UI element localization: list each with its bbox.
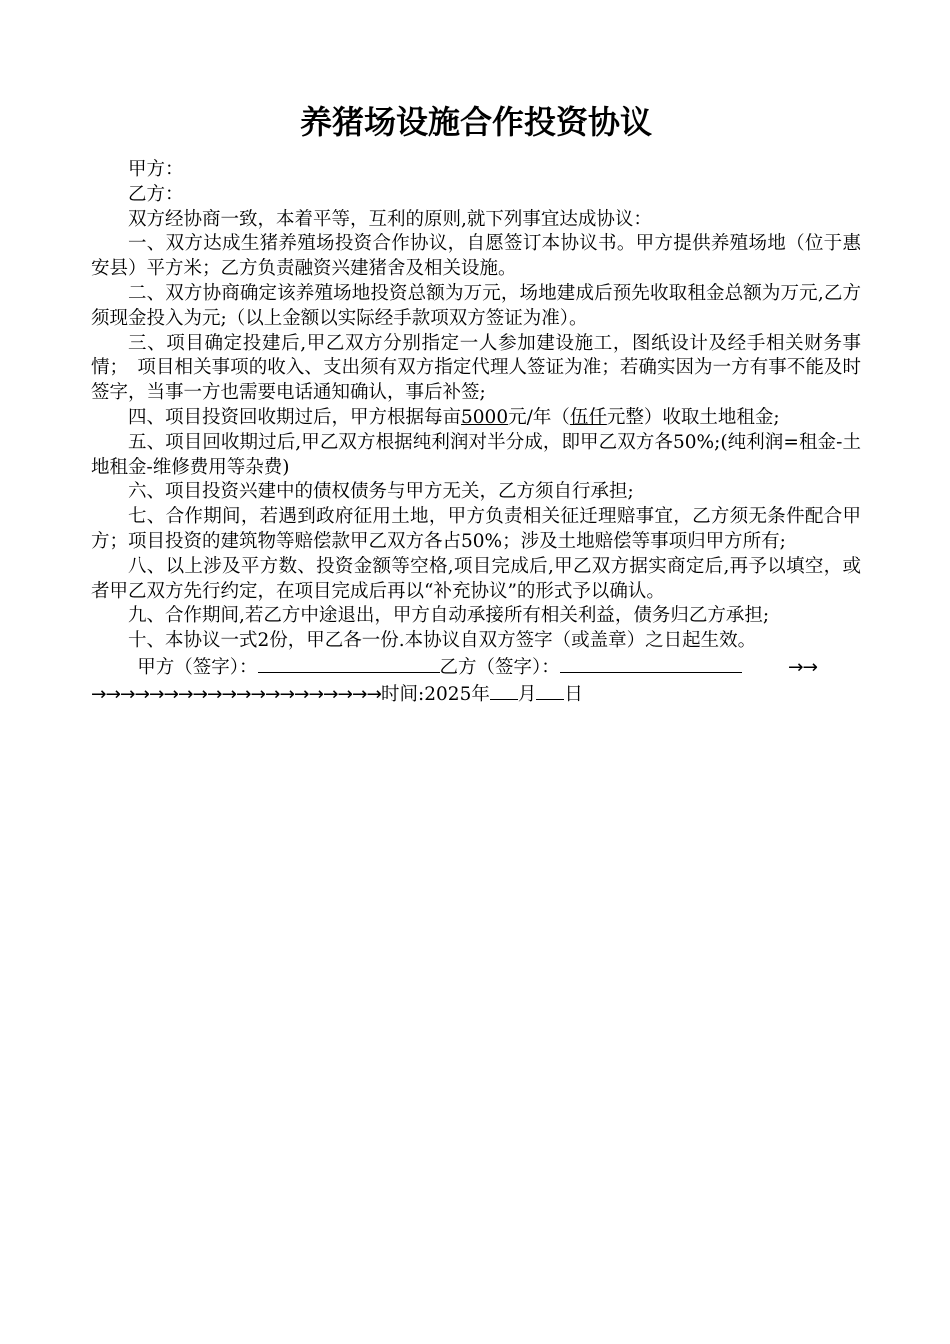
clause-1: 一、双方达成生猪养殖场投资合作协议，自愿签订本协议书。甲方提供养殖场地（位于惠安县）平方米；乙方负责融资兴建猪舍及相关设施。	[91, 233, 861, 280]
sign-a-label: 甲方（签字）：	[137, 656, 258, 678]
sign-b-label: 乙方（签字）：	[439, 656, 560, 678]
clause-4-suffix: 元整）收取土地租金;	[606, 406, 780, 428]
date-day-label: 日	[564, 683, 583, 705]
clause-10: 十、本协议一式2份，甲乙各一份.本协议自双方签字（或盖章）之日起生效。	[128, 630, 757, 652]
clause-5: 五、项目回收期过后,甲乙双方根据纯利润对半分成，即甲乙双方各50%;(纯利润=租金-土地租金-维修费用等杂费)	[91, 431, 861, 478]
month-blank[interactable]	[490, 681, 518, 700]
signature-row	[91, 654, 861, 681]
rent-amount-words: 伍仟	[569, 406, 607, 428]
clause-4	[91, 406, 861, 431]
sign-b-blank[interactable]	[560, 654, 742, 673]
party-a-line: 甲方：	[128, 159, 184, 180]
date-prefix: 时间:2025年	[381, 683, 490, 705]
date-month-label: 月	[517, 683, 537, 705]
clause-4-prefix: 四、项目投资回收期过后，甲方根据每亩	[128, 406, 462, 428]
clause-2: 二、双方协商确定该养殖场地投资总额为万元，场地建成后预先收取租金总额为万元,乙方须现金投入为元;（以上金额以实际经手款项双方签证为准）。	[91, 282, 861, 329]
day-blank[interactable]	[536, 681, 564, 700]
clause-8: 八、以上涉及平方数、投资金额等空格,项目完成后,甲乙双方据实商定后,再予以填空，或者甲乙双方先行约定，在项目完成后再以“补充协议”的形式予以确认。	[91, 555, 861, 602]
clause-3: 三、项目确定投建后,甲乙双方分别指定一人参加建设施工，图纸设计及经手相关财务事情； 项目相关事项的收入、支出须有双方指定代理人签证为准；若确实因为一方有事不能及时签字，当事一方也需要电话通知确认，事后补签;	[91, 332, 861, 404]
document-title: 养猪场设施合作投资协议	[299, 103, 652, 141]
date-row	[91, 681, 861, 708]
tab-arrows-icon: →→	[788, 656, 818, 678]
document-body	[91, 158, 861, 654]
clause-6: 六、项目投资兴建中的债权债务与甲方无关，乙方须自行承担;	[128, 481, 634, 503]
party-b-line: 乙方：	[128, 183, 184, 205]
clause-4-middle: 元/年（	[508, 406, 570, 428]
tab-arrows-icon: →→→→→→→→→→→→→→→→→→→→	[91, 683, 382, 705]
clause-9: 九、合作期间,若乙方中途退出，甲方自动承接所有相关利益，债务归乙方承担;	[128, 605, 770, 627]
clause-7: 七、合作期间，若遇到政府征用土地，甲方负责相关征迁理赔事宜，乙方须无条件配合甲方；项目投资的建筑物等赔偿款甲乙双方各占50%；涉及土地赔偿等事项归甲方所有;	[91, 506, 861, 552]
rent-amount: 5000	[461, 406, 509, 428]
sign-a-blank[interactable]	[258, 654, 440, 673]
document-page	[91, 100, 861, 708]
intro-paragraph: 双方经协商一致，本着平等，互利的原则,就下列事宜达成协议：	[128, 208, 652, 230]
